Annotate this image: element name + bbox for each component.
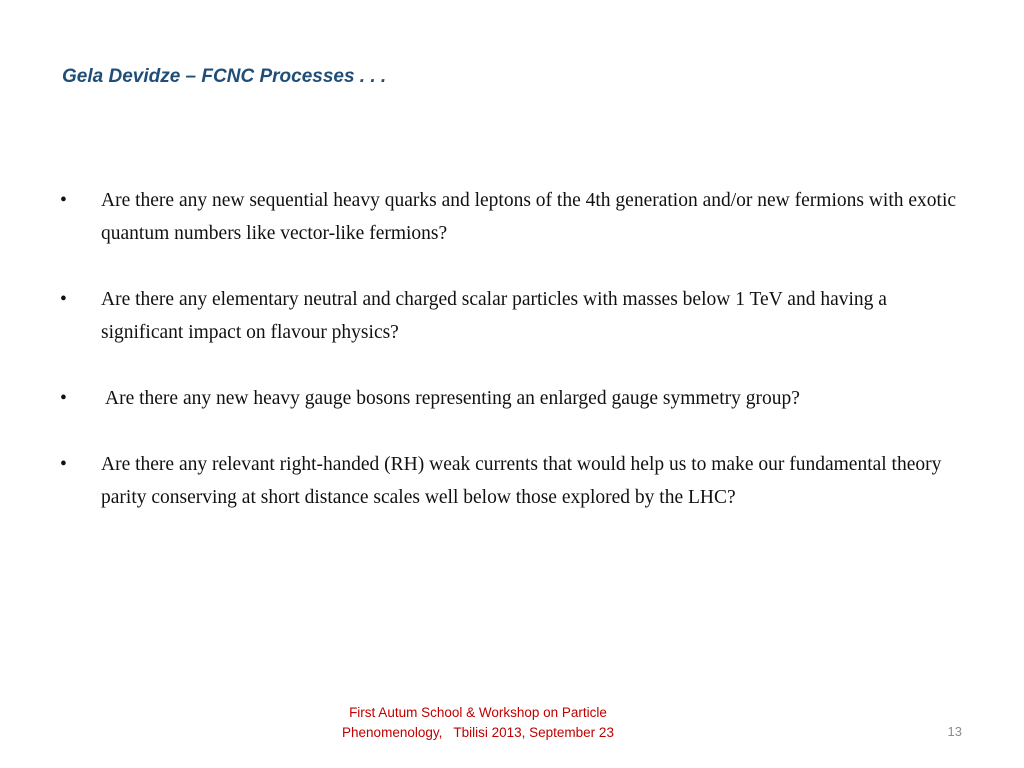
footer-line-2: Phenomenology, Tbilisi 2013, September 23	[342, 725, 614, 740]
bullet-text: Are there any elementary neutral and charged scalar particles with masses below 1 TeV and having a significant impact on flavour physics?	[101, 289, 887, 343]
bullet-item	[60, 448, 960, 514]
bullet-text: Are there any new heavy gauge bosons representing an enlarged gauge symmetry group?	[105, 388, 800, 409]
bullet-icon: •	[60, 454, 67, 475]
bullet-icon: •	[60, 388, 67, 409]
page-number: 13	[947, 724, 962, 739]
bullet-text: Are there any relevant right-handed (RH) weak currents that would help us to make our fundamental theory parity conserving at short distance scales well below those explored by the LHC?	[101, 454, 942, 508]
slide-title: Gela Devidze – FCNC Processes . . .	[62, 66, 387, 87]
footer-line-1: First Autum School & Workshop on Particle	[349, 705, 607, 720]
bullet-item	[60, 283, 960, 349]
footer-event	[300, 703, 656, 743]
bullet-item	[60, 184, 960, 250]
bullet-item	[60, 382, 960, 415]
bullet-text: Are there any new sequential heavy quarks and leptons of the 4th generation and/or new fermions with exotic quantum numbers like vector-like fermions?	[101, 190, 957, 244]
bullet-list	[60, 184, 960, 547]
bullet-icon: •	[60, 289, 67, 310]
bullet-icon: •	[60, 190, 67, 211]
